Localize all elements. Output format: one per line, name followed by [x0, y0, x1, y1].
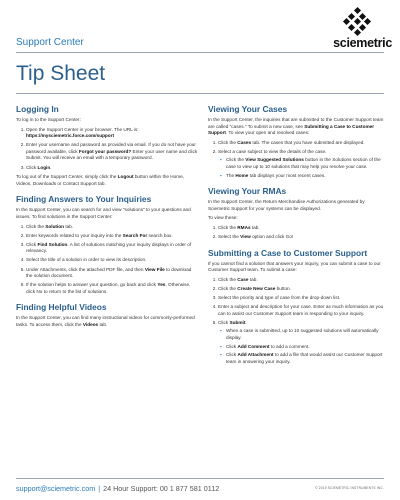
footer-divider: [16, 478, 384, 479]
section-outro: To log out of the Support Center, simply click the Logout button within the Home, Videos, Downloads or Contact Support tab.: [16, 174, 185, 186]
list-item: 1. Click the Case tab.: [218, 277, 386, 284]
section-finding-answers: [16, 194, 198, 295]
logo-diamond-icon: [344, 8, 370, 34]
footer-separator: |: [98, 484, 101, 493]
list-item: 5. Under Attachments, click the attached PDF file, and then View File to download the solution document.: [26, 267, 198, 280]
section-intro: In the Support Center, the Return Merchandise Authorizations generated by Sciemetric Support for your systems can be displayed.: [208, 199, 365, 211]
list-item: 2. Select the View option and click Go!: [218, 234, 386, 241]
bullet-item: ▪ The Home tab displays your most recent cases.: [226, 173, 386, 180]
submitting-case-bullets: [218, 328, 386, 365]
logo-text: sciemetric: [333, 36, 392, 50]
support-url-link[interactable]: https://mysciemetric.force.com/support: [26, 133, 115, 139]
bullet-item: ▪ Click Add Comment to add a comment.: [226, 344, 386, 351]
section-finding-videos: [16, 302, 198, 328]
list-item: 2. Click the Create New Case button.: [218, 286, 386, 293]
submitting-case-steps: [208, 277, 386, 366]
right-column: [208, 104, 386, 372]
list-item: 4. Enter a subject and description for your case. Enter as much information as you can to assist our Customer Support team in responding to your inquiry.: [218, 304, 386, 317]
bullet-item: ▪ Click the View Suggested Solutions button in the Solutions section of the case to view up to 10 solutions that may help you resolve your case.: [226, 157, 386, 170]
support-phone: 24 Hour Support: 00 1 877 581 0112: [103, 484, 220, 493]
list-item: 1. Click the Solution tab.: [26, 224, 198, 231]
section-intro: In the Support Center, the inquiries that are submitted to the Customer Support team are called "cases." To submit a new case, see Submitting a Case to Customer Support. To view your open and resolved cases:: [208, 117, 384, 136]
section-intro: In the Support Center, you can search for and view "solutions" to your questions and issues. To find solutions in the Support Center:: [16, 207, 191, 219]
section-heading: Finding Answers to Your Inquiries: [16, 194, 152, 205]
list-item: 2. Enter keywords related to your inquiry into the Search For search box.: [26, 233, 198, 240]
left-column: [16, 104, 198, 336]
header: [0, 0, 400, 60]
section-viewing-rmas: [208, 186, 386, 240]
section-label: Support Center: [16, 37, 84, 48]
list-item: 3. Select the priority and type of case from the drop-down list.: [218, 295, 386, 302]
list-item: 5. Click Submit. ▪ When a case is submitted, up to 10 suggested solutions will automatically display. ▪ Click Add Comment to add a comment. ▪ Click Add Attachment to add a file that would assist our Customer Support team in answering your inquiry.: [218, 320, 386, 366]
list-item: 6. If the solution helps to answer your question, go back and click Yes. Otherwise, click No to return to the list of solutions.: [26, 282, 198, 295]
section-heading: Viewing Your Cases: [208, 104, 288, 114]
section-submitting-case: [208, 248, 386, 366]
sciemetric-logo: [322, 8, 392, 58]
section-heading: Submitting a Case to Customer Support: [208, 247, 368, 258]
section-intro: If you cannot find a solution that answers your inquiry, you can submit a case to our Customer Support team. To submit a case:: [208, 260, 381, 273]
section-text: In the Support Center, you can find many instructional videos for commonly-performed tasks. To access them, click the Videos tab.: [16, 315, 195, 327]
list-item: 2. Enter your username and password as provided via email. If you do not have your password available, click Forgot your password? Enter your user name and click Submit. You will receive an email with a temporary password.: [26, 142, 198, 162]
list-item: 1. Click the RMAs tab.: [218, 225, 386, 232]
title-divider: [16, 93, 384, 94]
list-item: 3. Click Find Solution. A list of solutions matching your inquiry displays in order of relevancy.: [26, 242, 198, 255]
logging-in-steps: [16, 127, 198, 172]
copyright-notice: © 2019 SCIEMETRIC INSTRUMENTS INC.: [315, 486, 384, 490]
list-item: 3. Click Login.: [26, 165, 198, 172]
header-divider: [16, 52, 384, 53]
bullet-item: ▪ When a case is submitted, up to 10 suggested solutions will automatically display.: [226, 328, 386, 341]
support-email-link[interactable]: support@sciemetric.com: [16, 484, 96, 493]
list-item: 1. Click the Cases tab. The cases that you have submitted are displayed.: [218, 140, 386, 147]
section-heading: Finding Helpful Videos: [16, 302, 107, 313]
list-item: 4. Select the title of a solution in order to view its description.: [26, 257, 198, 264]
footer-contact: [16, 484, 219, 493]
section-intro-2: To view these:: [208, 215, 238, 221]
list-item: 1. Open the Support Center in your browser. The URL is: https://mysciemetric.force.com/support: [26, 127, 198, 140]
viewing-cases-steps: [208, 140, 386, 179]
section-intro: To log in to the Support Center:: [16, 117, 81, 122]
list-item: 2. Select a case subject to view the details of the case. ▪ Click the View Suggested Solutions button in the Solutions section of the case to view up to 10 solutions that may help you resolve your case. ▪ The Home tab displays your most recent cases.: [218, 149, 386, 179]
page-title: Tip Sheet: [16, 62, 106, 85]
section-heading: Logging In: [16, 104, 59, 114]
section-heading: Viewing Your RMAs: [208, 186, 287, 197]
bullet-item: ▪ Click Add Attachment to add a file that would assist our Customer Support team in answering your inquiry.: [226, 352, 386, 365]
section-viewing-cases: [208, 104, 386, 179]
section-logging-in: [16, 104, 198, 187]
viewing-rmas-steps: [208, 225, 386, 241]
viewing-cases-bullets: [218, 157, 386, 179]
finding-answers-steps: [16, 224, 198, 296]
